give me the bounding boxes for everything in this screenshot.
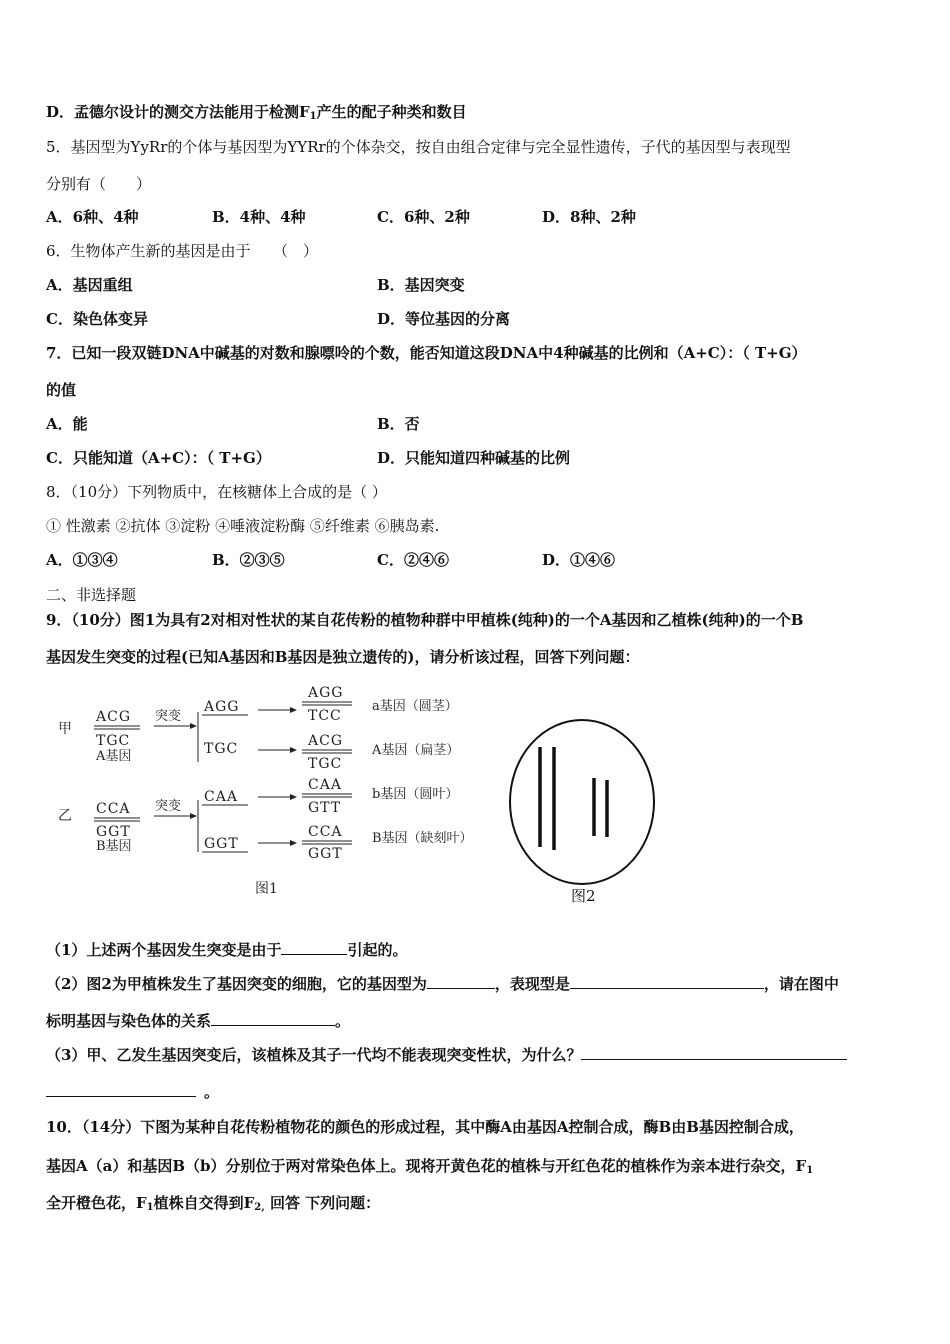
q6-option-b[interactable]: B．基因突变 <box>377 276 465 294</box>
q8-stem: 8．（10分）下列物质中，在核糖体上合成的是（ ） <box>46 483 387 501</box>
q7-stem-line1: 7．已知一段双链DNA中碱基的对数和腺嘌呤的个数，能否知道这段DNA中4种碱基的比例和（A+C）：（ T+G） <box>46 344 807 362</box>
row4-bottom-seq: GGT <box>308 846 343 862</box>
jia-mutation-label: 突变 <box>155 709 182 724</box>
jia-mutation-arrowhead <box>190 723 197 729</box>
q6-option-c[interactable]: C．染色体变异 <box>46 310 148 328</box>
row1-gene-label: a基因（圆茎） <box>372 699 458 714</box>
q9-stem-line1: 9．（10分）图1为具有2对相对性状的某自花传粉的植物种群中甲植株(纯种)的一个A基因和乙植株(纯种)的一个B <box>46 611 804 629</box>
row2-strand: TGC <box>204 741 239 757</box>
q5-option-b[interactable]: B．4种、4种 <box>212 208 306 226</box>
q8-option-c[interactable]: C．②④⑥ <box>377 551 449 569</box>
q5-option-d[interactable]: D．8种、2种 <box>542 208 636 226</box>
cell-outline <box>510 720 654 884</box>
q9-sub2-genotype-blank[interactable] <box>427 974 495 989</box>
section-heading: 二、非选择题 <box>46 586 137 604</box>
row2-top-seq: ACG <box>308 733 344 749</box>
q8-option-b[interactable]: B．②③⑤ <box>212 551 285 569</box>
figure-1-mutation-diagram <box>52 680 502 900</box>
jia-bottom-seq: TGC <box>96 733 131 749</box>
q9-sub3-line2: 。 <box>46 1082 219 1102</box>
q5-option-a[interactable]: A．6种、4种 <box>46 208 139 226</box>
row2-gene-label: A基因（扁茎） <box>372 743 460 758</box>
jia-top-seq: ACG <box>96 709 132 725</box>
q5-stem-line2: 分别有（ ） <box>46 175 152 193</box>
label-jia: 甲 <box>58 721 72 737</box>
yi-top-seq: CCA <box>96 801 131 817</box>
q6-stem: 6．生物体产生新的基因是由于 （ ） <box>46 242 319 260</box>
figure-2-cell-diagram[interactable] <box>505 710 665 910</box>
q10-stem-line3: 全开橙色花，$F_1$植株自交得到$F_{2,}$ 回答 下列问题： <box>46 1194 381 1213</box>
row3-top-seq: CAA <box>308 777 342 793</box>
q8-option-a[interactable]: A．①③④ <box>46 551 118 569</box>
row3-bottom-seq: GTT <box>308 800 342 816</box>
row3-arrowhead <box>290 794 297 800</box>
yi-gene-label: B基因 <box>96 839 132 854</box>
q9-sub3-answer-blank-2[interactable] <box>46 1082 196 1097</box>
q9-sub3-answer-blank-1[interactable] <box>581 1045 847 1060</box>
row4-top-seq: CCA <box>308 824 343 840</box>
q8-option-d[interactable]: D．①④⑥ <box>542 551 616 569</box>
yi-mutation-label: 突变 <box>155 799 182 814</box>
q6-option-a[interactable]: A．基因重组 <box>46 276 133 294</box>
q9-sub1-answer-blank[interactable] <box>281 940 347 955</box>
row2-bottom-seq: TGC <box>308 756 343 772</box>
q10-stem-line2: 基因A（a）和基因B（b）分别位于两对常染色体上。现将开黄色花的植株与开红色花的植株作为亲本进行杂交，$F_1$ <box>46 1157 814 1176</box>
row4-gene-label: B基因（缺刻叶） <box>372 831 473 846</box>
row1-arrowhead <box>290 707 297 713</box>
row1-top-seq: AGG <box>308 685 344 701</box>
q7-stem-line2: 的值 <box>46 381 77 399</box>
label-yi: 乙 <box>58 808 72 824</box>
q5-option-c[interactable]: C．6种、2种 <box>377 208 470 226</box>
q9-stem-line2: 基因发生突变的过程(已知A基因和B基因是独立遗传的)，请分析该过程，回答下列问题： <box>46 648 640 666</box>
row1-strand: AGG <box>204 699 240 715</box>
q7-option-c[interactable]: C．只能知道（A+C）：（ T+G） <box>46 449 271 467</box>
q9-sub1: （1）上述两个基因发生突变是由于 引起的。 <box>46 941 408 959</box>
q7-option-d[interactable]: D．只能知道四种碱基的比例 <box>377 449 571 467</box>
yi-bottom-seq: GGT <box>96 824 131 840</box>
row4-arrowhead <box>290 840 297 846</box>
q8-items: ① 性激素 ②抗体 ③淀粉 ④唾液淀粉酶 ⑤纤维素 ⑥胰岛素. <box>46 517 440 535</box>
q7-option-b[interactable]: B．否 <box>377 415 420 433</box>
jia-gene-label: A基因 <box>96 749 132 764</box>
q4-option-d: D．孟德尔设计的测交方法能用于检测$F_1$产生的配子种类和数目 <box>46 103 467 122</box>
q9-sub2-relation-blank[interactable] <box>211 1011 335 1026</box>
row4-strand: GGT <box>204 836 239 852</box>
q9-sub2-phenotype-blank[interactable] <box>570 974 764 989</box>
row3-strand: CAA <box>204 789 238 805</box>
figure-2-caption: 图2 <box>571 887 596 905</box>
figure-1-caption: 图1 <box>255 881 278 897</box>
q7-option-a[interactable]: A．能 <box>46 415 88 433</box>
q10-stem-line1: 10．（14分）下图为某种自花传粉植物花的颜色的形成过程，其中酶A由基因A控制合成，酶B由B基因控制合成， <box>46 1118 804 1136</box>
row3-gene-label: b基因（圆叶） <box>372 787 459 802</box>
q5-stem-line1: 5．基因型为YyRr的个体与基因型为YYRr的个体杂交，按自由组合定律与完全显性遗传，子代的基因型与表现型 <box>46 138 791 156</box>
q9-sub2-line1: （2）图2为甲植株发生了基因突变的细胞，它的基因型为 ，表现型是 ，请在图中 <box>46 975 839 993</box>
q9-sub3-line1: （3）甲、乙发生基因突变后，该植株及其子一代均不能表现突变性状，为什么？ <box>46 1045 847 1065</box>
q9-sub2-line2: 标明基因与染色体的关系 。 <box>46 1012 351 1030</box>
q6-option-d[interactable]: D．等位基因的分离 <box>377 310 511 328</box>
row2-arrowhead <box>290 747 297 753</box>
row1-bottom-seq: TCC <box>308 708 342 724</box>
yi-mutation-arrowhead <box>190 813 197 819</box>
